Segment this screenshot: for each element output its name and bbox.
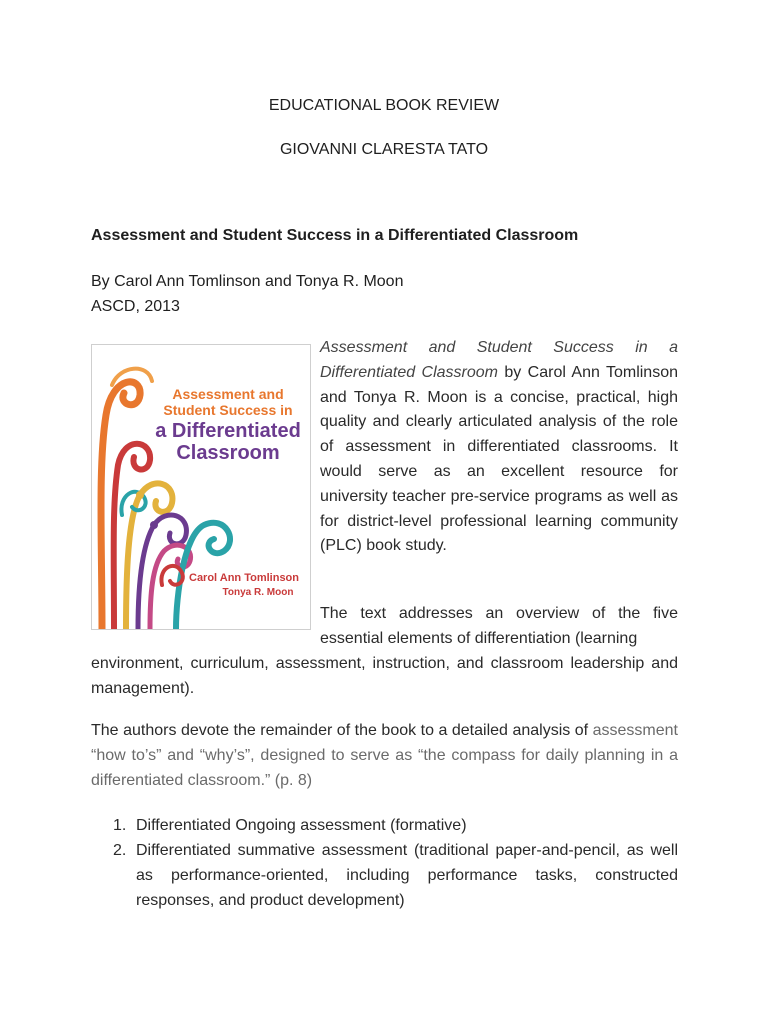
document-heading: EDUCATIONAL BOOK REVIEW xyxy=(268,97,500,114)
book-cover-image xyxy=(91,344,311,630)
reviewer-name: GIOVANNI CLARESTA TATO xyxy=(279,141,489,158)
list-item-number: 1. xyxy=(113,817,127,834)
review-paragraph-3 xyxy=(91,719,678,793)
book-cover-art xyxy=(92,345,310,629)
review-paragraph-1-text: by Carol Ann Tomlinson and Tonya R. Moon is a concise, practical, high quality and clearly articulated analysis of the role of assessment in differentiated classrooms. It would serve as an excellent resource for university teacher pre-service programs as well as for district-level professional learning community (PLC) book study. xyxy=(320,363,678,555)
book-publisher: ASCD, 2013 xyxy=(91,298,180,315)
cover-title-line2: Student Success in xyxy=(163,402,293,418)
list-item xyxy=(91,813,678,838)
cover-author1: Carol Ann Tomlinson xyxy=(189,572,299,584)
book-title: Assessment and Student Success in a Differentiated Classroom xyxy=(91,227,579,244)
review-paragraph-3-quote: assessment “how to’s” and “why’s”, designed to serve as “the compass for daily planning in a differentiated classroom.” (p. 8) xyxy=(91,722,678,789)
list-item-text: Differentiated Ongoing assessment (formative) xyxy=(136,817,467,834)
review-book-title-italic: Assessment and Student Success in a Differentiated Classroom xyxy=(320,339,678,381)
cover-author2: Tonya R. Moon xyxy=(222,587,294,598)
book-citation xyxy=(91,269,403,319)
list-item-text: Differentiated summative assessment (traditional paper-and-pencil, as well as performance-oriented, including performance tasks, constructed responses, and product development) xyxy=(136,842,678,909)
list-item xyxy=(91,838,678,913)
assessment-list xyxy=(91,813,678,913)
review-paragraph-3-text: The authors devote the remainder of the book to a detailed analysis of xyxy=(91,722,589,739)
list-item-number: 2. xyxy=(113,842,127,859)
cover-title-line1: Assessment and xyxy=(172,386,284,402)
book-authors: By Carol Ann Tomlinson and Tonya R. Moon xyxy=(91,273,404,290)
cover-title-line4: Classroom xyxy=(176,442,280,464)
review-paragraph-2b: environment, curriculum, assessment, instruction, and classroom leadership and management). xyxy=(91,655,678,697)
review-paragraph-1 xyxy=(320,336,678,559)
cover-title-line3: a Differentiated xyxy=(155,420,301,442)
review-paragraph-2a: The text addresses an overview of the five essential elements of differentiation (learning xyxy=(320,605,678,647)
